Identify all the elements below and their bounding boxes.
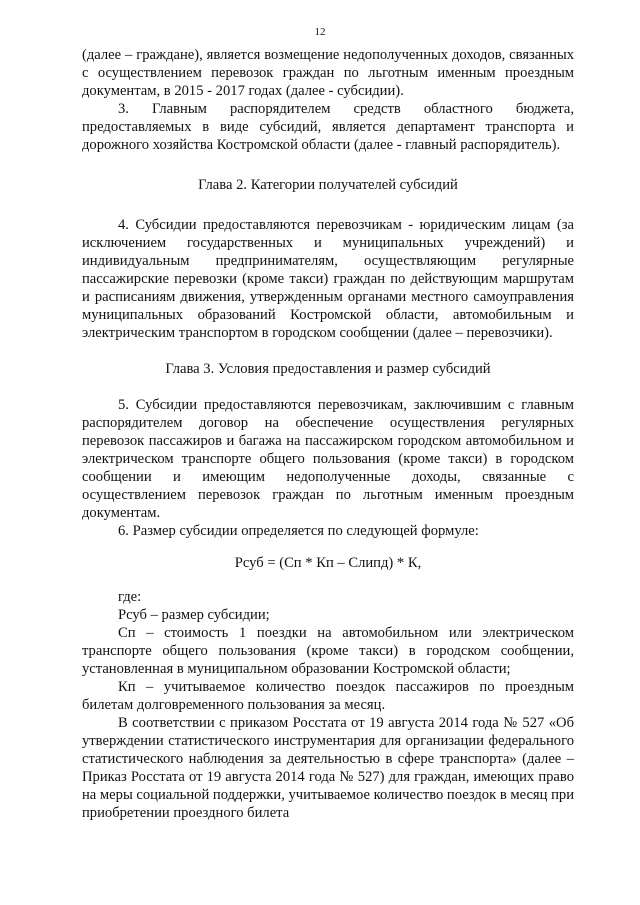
chapter-2-title: Глава 2. Категории получателей субсидий (198, 177, 458, 193)
paragraph-4: 4. Субсидии предоставляются перевозчикам - юридическим лицам (за исключением государственных и муниципальных учреждений) и индивидуальным предпринимателям, осуществляющим регулярные пассажирские перевозки (кроме такси) граждан по действующим маршрутам и расписаниям движения, утвержденным органами местного самоуправления муниципальных образований Костромской области, автомобильным и электрическим транспортом в городском сообщении (далее – перевозчики). (82, 217, 574, 341)
definition-sp: Сп – стоимость 1 поездки на автомобильном или электрическом транспорте общего пользования (кроме такси) в городском сообщении, установленная в муниципальном образовании Костромской области; (82, 625, 574, 677)
paragraph-6: 6. Размер субсидии определяется по следующей формуле: (118, 523, 479, 539)
page-number: 12 (314, 26, 326, 38)
paragraph-rosstat: В соответствии с приказом Росстата от 19 августа 2014 года № 527 «Об утверждении статистического инструментария для организации федерального статистического наблюдения за деятельностью в сфере транспорта» (далее – Приказ Росстата от 19 августа 2014 года № 527) для граждан, имеющих право на меры социальной поддержки, учитываемое количество поездок в месяц при приобретении проездного билета (82, 715, 575, 821)
paragraph-3: 3. Главным распорядителем средств областного бюджета, предоставляемых в виде субсидий, является департамент транспорта и дорожного хозяйства Костромской области (далее - главный распорядитель). (82, 101, 574, 153)
paragraph-5: 5. Субсидии предоставляются перевозчикам, заключившим с главным распорядителем договор на обеспечение осуществления регулярных перевозок пассажиров и багажа на пассажирском городском автомобильном и электрическом транспорте общего пользования (кроме такси) в городском сообщении и имеющим недополученные доходы, связанные с осуществлением перевозок граждан по льготным именным проездным документам. (82, 397, 574, 521)
paragraph-continuation: (далее – граждане), является возмещение недополученных доходов, связанных с осуществлением перевозок граждан по льготным именным проездным документам, в 2015 - 2017 годах (далее - субсидии). (82, 47, 574, 99)
formula-where: где: (118, 589, 142, 605)
definition-rsub: Рсуб – размер субсидии; (118, 607, 270, 623)
definition-kp: Кп – учитываемое количество поездок пассажиров по проездным билетам долговременного пользования за месяц. (82, 679, 574, 713)
document-body (82, 46, 574, 822)
subsidy-formula: Рсуб = (Сп * Кп – Слипд) * К, (234, 555, 422, 571)
chapter-3-title: Глава 3. Условия предоставления и размер субсидий (165, 361, 491, 377)
